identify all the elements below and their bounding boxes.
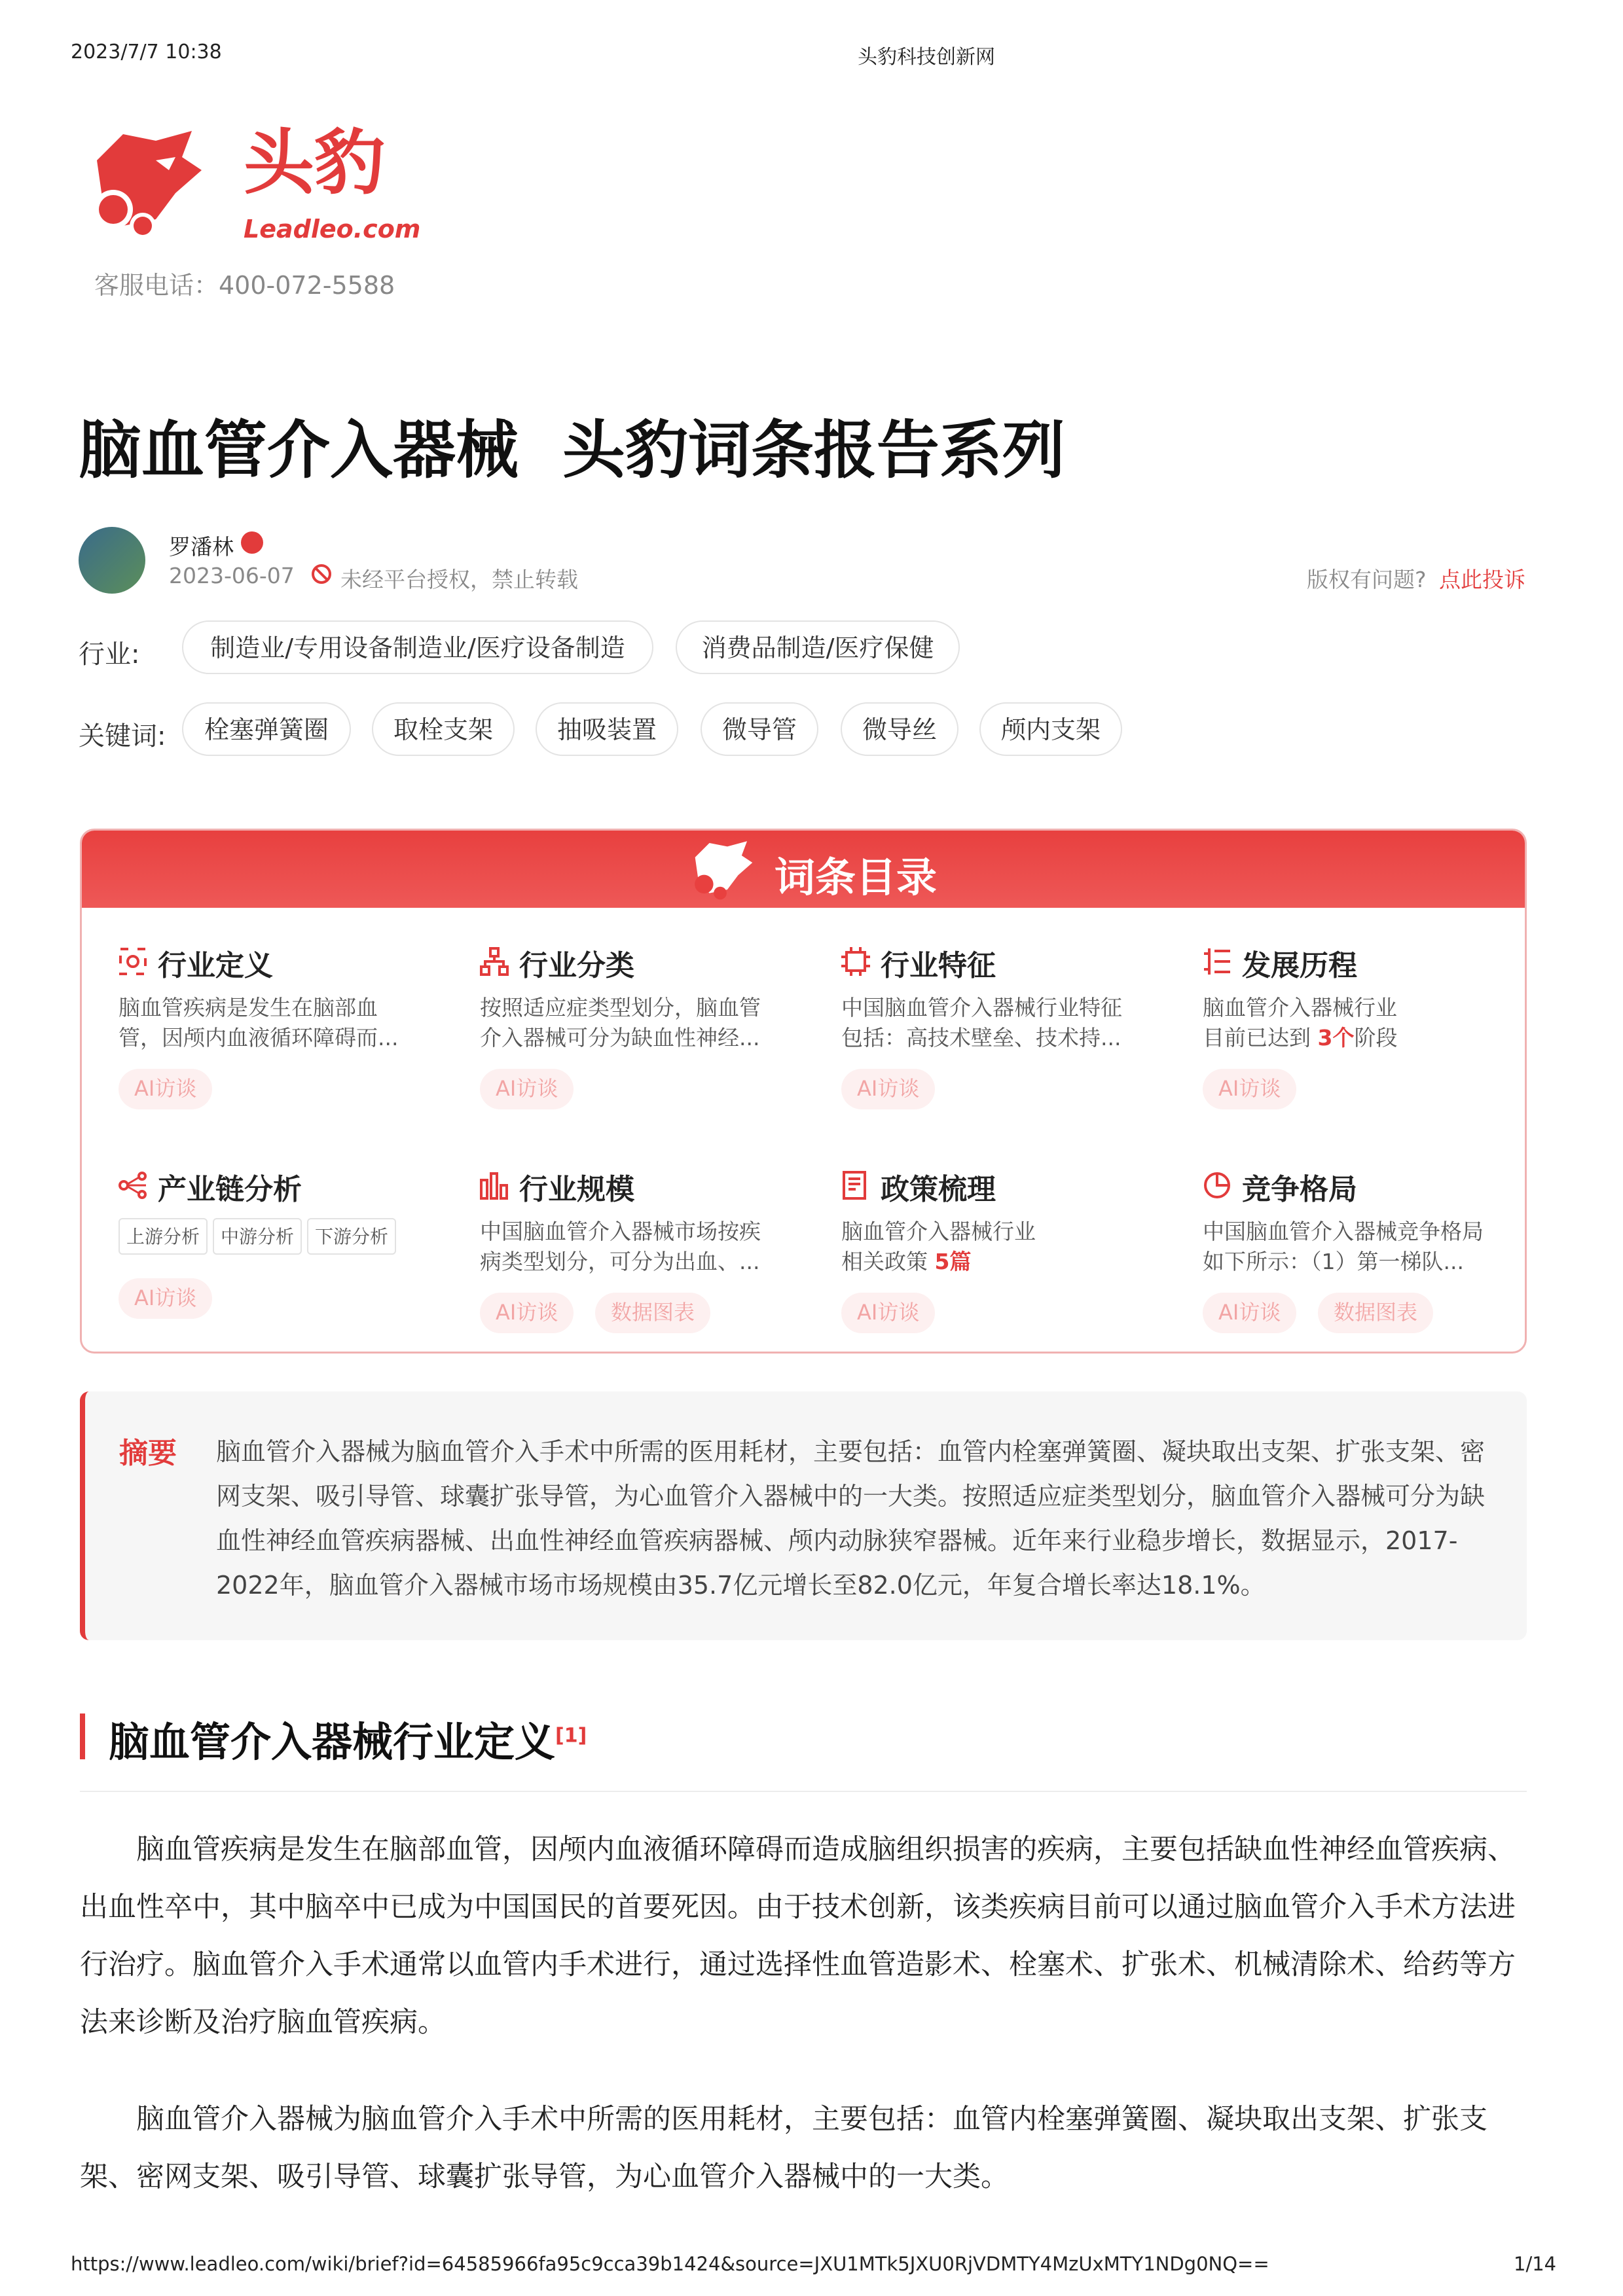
- toc-item-title: 行业规模: [519, 1173, 634, 1206]
- toc-item-title: 产业链分析: [158, 1173, 302, 1206]
- toc-item-desc: 如下所示：（1）第一梯队...: [1203, 1249, 1464, 1274]
- data-chart-button[interactable]: 数据图表: [1318, 1293, 1433, 1333]
- ai-interview-button[interactable]: AI访谈: [119, 1069, 212, 1109]
- timeline-icon: [1203, 947, 1231, 976]
- toc-title: 词条目录: [775, 853, 938, 901]
- industry-label: 行业:: [79, 639, 140, 670]
- toc-item-title: 发展历程: [1242, 949, 1357, 982]
- toc-header: [82, 831, 1525, 908]
- repost-notice: 未经平台授权，禁止转载: [340, 567, 578, 592]
- industry-tag[interactable]: 制造业/专用设备制造业/医疗设备制造: [182, 620, 653, 674]
- page-title: 脑血管介入器械 头豹词条报告系列: [79, 414, 1065, 487]
- keyword-tag[interactable]: 微导丝: [841, 702, 958, 756]
- publish-date: 2023-06-07: [169, 563, 295, 588]
- author-name[interactable]: 罗潘林: [169, 534, 234, 560]
- document-icon: [841, 1171, 870, 1200]
- toc-item-desc: 脑血管疾病是发生在脑部血: [119, 995, 378, 1020]
- toc-item-title: 行业特征: [881, 949, 996, 982]
- print-datetime: 2023/7/7 10:38: [71, 41, 222, 63]
- print-site-name: 头豹科技创新网: [858, 46, 995, 69]
- section-marker: [80, 1713, 85, 1759]
- toc-item-desc: 相关政策 5篇: [841, 1249, 972, 1274]
- ai-interview-button[interactable]: AI访谈: [119, 1278, 212, 1319]
- toc-item-desc: 病类型划分，可分为出血、...: [480, 1249, 760, 1274]
- toc-item-desc: 管，因颅内血液循环障碍而...: [119, 1025, 399, 1050]
- toc-item-desc: 介入器械可分为缺血性神经...: [480, 1025, 760, 1050]
- page-number: 1/14: [1514, 2253, 1557, 2275]
- avatar[interactable]: [79, 527, 145, 594]
- leopard-logo-icon: [77, 121, 208, 245]
- toc-item-desc: 目前已达到 3个阶段: [1203, 1025, 1398, 1050]
- toc-item-desc: 按照适应症类型划分，脑血管: [480, 995, 761, 1020]
- body-paragraph: 脑血管疾病是发生在脑部血管，因颅内血液循环障碍而造成脑组织损害的疾病，主要包括缺血性神经血管疾病、出血性卒中，其中脑卒中已成为中国国民的首要死因。由于技术创新，该类疾病目前可以通过脑血管介入手术方法进行治疗。脑血管介入手术通常以血管内手术进行，通过选择性血管造影术、栓塞术、扩张术、机械清除术、给药等方法来诊断及治疗脑血管疾病。: [80, 1833, 1516, 2039]
- ai-interview-button[interactable]: AI访谈: [1203, 1069, 1296, 1109]
- keywords-label: 关键词:: [79, 721, 166, 751]
- logo-cn: 头豹: [244, 122, 386, 204]
- toc-item-desc: 包括：高技术壁垒、技术持...: [841, 1025, 1122, 1050]
- divider: [80, 1791, 1527, 1792]
- hierarchy-icon: [480, 947, 509, 976]
- toc-item-title: 行业定义: [158, 949, 273, 982]
- data-chart-button[interactable]: 数据图表: [595, 1293, 710, 1333]
- service-phone: 客服电话：400-072-5588: [94, 271, 395, 300]
- toc-item-title: 政策梳理: [881, 1173, 996, 1206]
- leopard-logo-icon: [684, 836, 756, 904]
- chip-icon: [841, 947, 870, 976]
- body-paragraph: 脑血管介入器械为脑血管介入手术中所需的医用耗材，主要包括：血管内栓塞弹簧圈、凝块取出支架、扩张支架、密网支架、吸引导管、球囊扩张导管，为心血管介入器械中的一大类。: [80, 2103, 1487, 2193]
- ai-interview-button[interactable]: AI访谈: [480, 1293, 574, 1333]
- ai-interview-button[interactable]: AI访谈: [841, 1293, 935, 1333]
- toc-item-desc: 中国脑血管介入器械行业特征: [841, 995, 1122, 1020]
- no-repost-icon: [312, 564, 331, 584]
- toc-item-desc: 脑血管介入器械行业: [1203, 995, 1397, 1020]
- complain-link[interactable]: 点此投诉: [1439, 567, 1525, 592]
- pie-chart-icon: [1203, 1171, 1231, 1200]
- toc-item-desc: 中国脑血管介入器械市场按疾: [480, 1219, 761, 1244]
- bar-chart-icon: [480, 1171, 509, 1200]
- downstream-analysis-chip[interactable]: 下游分析: [307, 1218, 396, 1255]
- ai-interview-button[interactable]: AI访谈: [841, 1069, 935, 1109]
- toc-card: [80, 829, 1527, 1354]
- toc-item-desc: 中国脑血管介入器械竞争格局: [1203, 1219, 1484, 1244]
- toc-item-title: 竞争格局: [1242, 1173, 1357, 1206]
- keyword-tag[interactable]: 抽吸装置: [536, 702, 678, 756]
- ai-interview-button[interactable]: AI访谈: [480, 1069, 574, 1109]
- magnifier-icon: [119, 947, 147, 976]
- reference-link[interactable]: [1]: [555, 1724, 587, 1748]
- logo-en: Leadleo.com: [244, 215, 421, 243]
- keyword-tag[interactable]: 微导管: [701, 702, 818, 756]
- keyword-tag[interactable]: 栓塞弹簧圈: [182, 702, 351, 756]
- summary-label: 摘要: [119, 1437, 177, 1470]
- section-title: 脑血管介入器械行业定义[1]: [109, 1718, 587, 1766]
- summary-box: [80, 1391, 1527, 1640]
- verified-badge-icon: [241, 531, 263, 554]
- print-url: https://www.leadleo.com/wiki/brief?id=64585966fa95c9cca39b1424&source=JXU1MTk5JXU0RjVDMTY4MzUxMTY1NDg0NQ==: [71, 2253, 1269, 2275]
- keyword-tag[interactable]: 颅内支架: [979, 702, 1122, 756]
- chain-icon: [119, 1171, 147, 1200]
- ai-interview-button[interactable]: AI访谈: [1203, 1293, 1296, 1333]
- upstream-analysis-chip[interactable]: 上游分析: [119, 1218, 208, 1255]
- midstream-analysis-chip[interactable]: 中游分析: [213, 1218, 302, 1255]
- copyright-question: 版权有问题?: [1307, 567, 1427, 592]
- industry-tag[interactable]: 消费品制造/医疗保健: [676, 620, 960, 674]
- toc-item-title: 行业分类: [519, 949, 634, 982]
- keyword-tag[interactable]: 取栓支架: [372, 702, 515, 756]
- summary-text: 脑血管介入器械为脑血管介入手术中所需的医用耗材，主要包括：血管内栓塞弹簧圈、凝块取出支架、扩张支架、密网支架、吸引导管、球囊扩张导管，为心血管介入器械中的一大类。按照适应症类型划分，脑血管介入器械可分为缺血性神经血管疾病器械、出血性神经血管疾病器械、颅内动脉狭窄器械。近年来行业稳步增长，数据显示，2017-2022年，脑血管介入器械市场市场规模由35.7亿元增长至82.0亿元，年复合增长率达18.1%。: [216, 1437, 1486, 1600]
- toc-item-desc: 脑血管介入器械行业: [841, 1219, 1036, 1244]
